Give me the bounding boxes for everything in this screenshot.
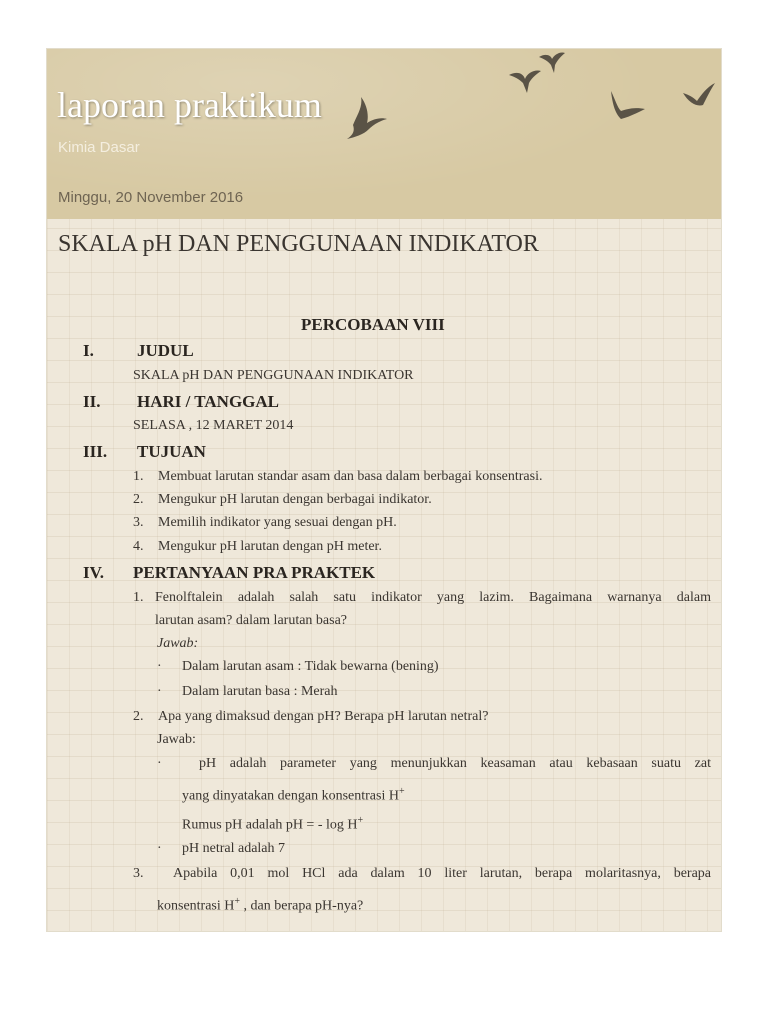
list-number: 2. bbox=[133, 492, 144, 507]
bird-icon bbox=[343, 95, 389, 147]
formula-part: Rumus pH adalah pH = - log H bbox=[182, 817, 358, 833]
answer-text-part: yang dinyatakan dengan konsentrasi H bbox=[182, 788, 399, 804]
section-heading-judul: JUDUL bbox=[137, 341, 194, 360]
formula-text bbox=[182, 815, 363, 834]
blog-title[interactable]: laporan praktikum bbox=[57, 85, 322, 125]
section-heading-pertanyaan: PERTANYAAN PRA PRAKTEK bbox=[133, 563, 376, 582]
blog-header bbox=[47, 49, 722, 219]
section-number: I. bbox=[83, 341, 94, 360]
superscript-plus: + bbox=[398, 786, 405, 797]
section-body-tanggal: SELASA , 12 MARET 2014 bbox=[133, 418, 294, 433]
question-text: larutan asam? dalam larutan basa? bbox=[155, 613, 348, 628]
question-number: 3. bbox=[133, 866, 144, 881]
answer-text bbox=[182, 786, 405, 805]
list-number: 1. bbox=[133, 469, 144, 484]
section-number: II. bbox=[83, 392, 101, 411]
section-heading-tanggal: HARI / TANGGAL bbox=[137, 392, 280, 411]
bullet: · bbox=[157, 756, 162, 771]
superscript-plus: + bbox=[234, 896, 241, 907]
question-text: Fenolftalein adalah salah satu indikator yang lazim. Bagaimana warnanya dalam bbox=[155, 590, 711, 605]
question-number: 1. bbox=[133, 590, 144, 605]
bullet: · bbox=[157, 841, 162, 856]
post-date: Minggu, 20 November 2016 bbox=[58, 189, 244, 206]
answer-text: Dalam larutan asam : Tidak bewarna (bening) bbox=[182, 659, 439, 674]
section-body-judul: SKALA pH DAN PENGGUNAAN INDIKATOR bbox=[133, 368, 414, 383]
section-number: IV. bbox=[83, 563, 104, 582]
question-text-part: , dan berapa pH-nya? bbox=[240, 898, 364, 914]
answer-text: pH netral adalah 7 bbox=[182, 841, 286, 856]
bullet: · bbox=[157, 684, 162, 699]
bullet: · bbox=[157, 659, 162, 674]
list-item: Memilih indikator yang sesuai dengan pH. bbox=[158, 515, 397, 530]
section-heading-tujuan: TUJUAN bbox=[137, 442, 206, 461]
post-body bbox=[47, 219, 722, 932]
list-item: Membuat larutan standar asam dan basa dalam berbagai konsentrasi. bbox=[158, 469, 543, 484]
bird-icon bbox=[605, 89, 647, 121]
post-title[interactable]: SKALA pH DAN PENGGUNAAN INDIKATOR bbox=[58, 231, 539, 257]
answer-text: pH adalah parameter yang menunjukkan keasaman atau kebasaan suatu zat bbox=[199, 756, 711, 771]
question-number: 2. bbox=[133, 709, 144, 724]
answer-text: Dalam larutan basa : Merah bbox=[182, 684, 338, 699]
blog-page bbox=[46, 48, 722, 932]
question-text-part: konsentrasi H bbox=[157, 898, 235, 914]
answer-label: Jawab: bbox=[157, 636, 199, 651]
question-text: Apa yang dimaksud dengan pH? Berapa pH larutan netral? bbox=[158, 709, 489, 724]
experiment-heading: PERCOBAAN VIII bbox=[301, 315, 445, 334]
section-number: III. bbox=[83, 442, 108, 461]
list-item: Mengukur pH larutan dengan berbagai indikator. bbox=[158, 492, 432, 507]
list-number: 4. bbox=[133, 539, 144, 554]
answer-label: Jawab: bbox=[157, 732, 196, 747]
superscript-plus: + bbox=[357, 815, 364, 826]
question-text: Apabila 0,01 mol HCl ada dalam 10 liter larutan, berapa molaritasnya, berapa bbox=[173, 866, 711, 881]
blog-description: Kimia Dasar bbox=[58, 139, 140, 156]
list-item: Mengukur pH larutan dengan pH meter. bbox=[158, 539, 382, 554]
bird-icon bbox=[537, 51, 567, 75]
list-number: 3. bbox=[133, 515, 144, 530]
question-text bbox=[157, 896, 363, 915]
bird-icon bbox=[681, 79, 717, 111]
